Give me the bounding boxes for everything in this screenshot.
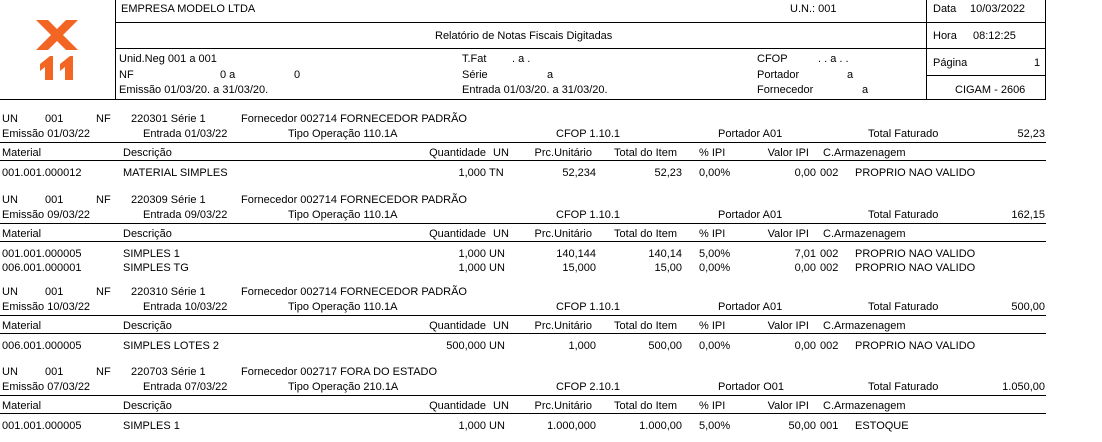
invoice-carrier: Portador A01 (718, 209, 783, 221)
item-total: 52,23 (654, 167, 682, 179)
filter-cfop-label: CFOP (757, 53, 788, 65)
item-storage-code: 001 (820, 420, 839, 432)
item-ipi-value: 0,00 (794, 167, 816, 179)
filter-nf-label: NF (119, 69, 134, 81)
invoice-cfop: CFOP 1.10.1 (556, 301, 620, 313)
invoice-total-label: Total Faturado (868, 301, 939, 313)
rule-line (0, 395, 1046, 396)
filter-tfat-label: T.Fat (462, 53, 487, 65)
item-unit-price: 1,000 (568, 340, 596, 352)
invoice-carrier: Portador A01 (718, 128, 783, 140)
invoice-nf-label: NF (96, 366, 111, 378)
filter-tfat-range: . a . (512, 53, 531, 65)
col-header-description: Descrição (123, 400, 172, 412)
item-total: 15,00 (654, 262, 682, 274)
item-unit: UN (489, 248, 505, 260)
col-header-unit-price: Prc.Unitário (534, 320, 592, 332)
col-header-item-total: Total do Item (614, 400, 677, 412)
item-ipi-rate: 0,00% (699, 340, 731, 352)
col-header-material: Material (2, 320, 42, 332)
item-storage-description: ESTOQUE (855, 420, 909, 432)
invoice-total-value: 162,15 (1011, 209, 1045, 221)
col-header-item-total: Total do Item (614, 320, 677, 332)
item-quantity: 1,000 (458, 420, 486, 432)
business-unit: U.N.: 001 (790, 3, 837, 15)
item-ipi-rate: 0,00% (699, 167, 731, 179)
item-material-code: 001.001.000005 (2, 248, 82, 260)
invoice-un-label: UN (2, 194, 18, 206)
page-label: Página (933, 57, 968, 69)
header-divider (0, 99, 1046, 100)
item-storage-code: 002 (820, 248, 839, 260)
header-divider (115, 0, 116, 100)
time-label: Hora (933, 30, 957, 42)
item-unit: UN (489, 262, 505, 274)
item-unit-price: 52,234 (562, 167, 596, 179)
item-storage-code: 002 (820, 167, 839, 179)
col-header-ipi-value: Valor IPI (767, 400, 809, 412)
item-quantity: 1,000 (458, 167, 486, 179)
invoice-operation-type: Tipo Operação 110.1A (288, 209, 398, 221)
item-description: MATERIAL SIMPLES (123, 167, 228, 179)
col-header-ipi-rate: % IPI (699, 228, 726, 240)
invoice-un-label: UN (2, 113, 18, 125)
invoice-supplier: Fornecedor 002717 FORA DO ESTADO (241, 366, 438, 378)
item-storage-description: PROPRIO NAO VALIDO (855, 167, 976, 179)
rule-line (0, 413, 1046, 414)
filter-portador-label: Portador (757, 69, 800, 81)
rule-line (0, 142, 1046, 143)
col-header-unit-price: Prc.Unitário (534, 147, 592, 159)
invoice-un-label: UN (2, 366, 18, 378)
item-ipi-value: 0,00 (794, 262, 816, 274)
item-storage-code: 002 (820, 340, 839, 352)
col-header-storage: C.Armazenagem (823, 400, 906, 412)
filter-serie-range: a (547, 69, 554, 81)
logo-mark (40, 56, 53, 80)
item-ipi-rate: 0,00% (699, 262, 731, 274)
col-header-ipi-rate: % IPI (699, 400, 726, 412)
item-storage-description: PROPRIO NAO VALIDO (855, 262, 976, 274)
item-quantity: 500,000 (446, 340, 486, 352)
col-header-unit: UN (493, 228, 509, 240)
item-material-code: 006.001.000001 (2, 262, 82, 274)
invoice-total-label: Total Faturado (868, 381, 939, 393)
item-quantity: 1,000 (458, 262, 486, 274)
invoice-total-value: 1.050,00 (1002, 381, 1045, 393)
filter-cfop-range: . . a . . (818, 53, 849, 65)
invoice-supplier: Fornecedor 002714 FORNECEDOR PADRÃO (241, 113, 467, 125)
col-header-storage: C.Armazenagem (823, 147, 906, 159)
invoice-entry-date: Entrada 10/03/22 (143, 301, 228, 313)
invoice-issue-date: Emissão 09/03/22 (2, 209, 91, 221)
invoice-un-value: 001 (45, 113, 64, 125)
item-unit: TN (489, 167, 504, 179)
date-label: Data (933, 3, 957, 15)
item-material-code: 001.001.000005 (2, 420, 82, 432)
col-header-unit: UN (493, 400, 509, 412)
col-header-storage: C.Armazenagem (823, 228, 906, 240)
invoice-un-label: UN (2, 286, 18, 298)
logo-mark (60, 56, 73, 80)
filter-serie-label: Série (462, 69, 488, 81)
invoice-supplier: Fornecedor 002714 FORNECEDOR PADRÃO (241, 286, 467, 298)
item-storage-description: PROPRIO NAO VALIDO (855, 248, 976, 260)
item-description: SIMPLES 1 (123, 248, 180, 260)
filter-emissao: Emissão 01/03/20. a 31/03/20. (119, 84, 269, 96)
item-description: SIMPLES TG (123, 262, 189, 274)
invoice-total-value: 52,23 (1017, 128, 1045, 140)
col-header-quantity: Quantidade (429, 400, 486, 412)
col-header-unit-price: Prc.Unitário (534, 228, 592, 240)
item-storage-code: 002 (820, 262, 839, 274)
invoice-entry-date: Entrada 07/03/22 (143, 381, 228, 393)
col-header-quantity: Quantidade (429, 228, 486, 240)
item-description: SIMPLES 1 (123, 420, 180, 432)
company-logo (34, 18, 80, 82)
logo-mark (36, 20, 78, 50)
invoice-nf-label: NF (96, 194, 111, 206)
col-header-ipi-value: Valor IPI (767, 320, 809, 332)
invoice-number: 220703 Série 1 (131, 366, 206, 378)
rule-line (0, 241, 1046, 242)
header-divider (926, 0, 927, 100)
item-material-code: 006.001.000005 (2, 340, 82, 352)
header-divider (115, 22, 1045, 23)
col-header-unit: UN (493, 320, 509, 332)
col-header-ipi-rate: % IPI (699, 320, 726, 332)
col-header-material: Material (2, 147, 42, 159)
invoice-entry-date: Entrada 09/03/22 (143, 209, 228, 221)
col-header-item-total: Total do Item (614, 147, 677, 159)
report-title: Relatório de Notas Fiscais Digitadas (435, 30, 613, 42)
item-unit-price: 1.000,000 (547, 420, 596, 432)
invoice-number: 220301 Série 1 (131, 113, 206, 125)
item-ipi-value: 7,01 (794, 248, 816, 260)
col-header-item-total: Total do Item (614, 228, 677, 240)
col-header-ipi-value: Valor IPI (767, 228, 809, 240)
invoice-operation-type: Tipo Operação 110.1A (288, 128, 398, 140)
item-unit-price: 15,000 (562, 262, 596, 274)
invoice-nf-label: NF (96, 286, 111, 298)
filter-fornecedor-label: Fornecedor (757, 84, 814, 96)
rule-line (0, 160, 1046, 161)
col-header-quantity: Quantidade (429, 320, 486, 332)
invoice-number: 220309 Série 1 (131, 194, 206, 206)
item-storage-description: PROPRIO NAO VALIDO (855, 340, 976, 352)
header-divider (1045, 0, 1046, 100)
col-header-unit: UN (493, 147, 509, 159)
col-header-material: Material (2, 228, 42, 240)
page-number: 1 (1034, 57, 1041, 69)
time-value: 08:12:25 (973, 30, 1016, 42)
col-header-description: Descrição (123, 228, 172, 240)
item-description: SIMPLES LOTES 2 (123, 340, 219, 352)
invoice-carrier: Portador O01 (718, 381, 785, 393)
item-material-code: 001.001.000012 (2, 167, 82, 179)
invoice-total-label: Total Faturado (868, 128, 939, 140)
invoice-cfop: CFOP 1.10.1 (556, 128, 620, 140)
item-unit-price: 140,144 (556, 248, 596, 260)
col-header-quantity: Quantidade (429, 147, 486, 159)
header-divider (115, 48, 1045, 49)
filter-unid-neg: Unid.Neg 001 a 001 (119, 53, 217, 65)
invoice-nf-label: NF (96, 113, 111, 125)
item-quantity: 1,000 (458, 248, 486, 260)
col-header-ipi-value: Valor IPI (767, 147, 809, 159)
col-header-material: Material (2, 400, 42, 412)
invoice-issue-date: Emissão 07/03/22 (2, 381, 91, 393)
invoice-number: 220310 Série 1 (131, 286, 206, 298)
header-divider (926, 75, 1045, 76)
date-value: 10/03/2022 (970, 3, 1026, 15)
filter-nf-from: 0 a (220, 69, 236, 81)
invoice-un-value: 001 (45, 366, 64, 378)
col-header-description: Descrição (123, 147, 172, 159)
invoice-carrier: Portador A01 (718, 301, 783, 313)
item-total: 140,14 (648, 248, 682, 260)
item-total: 1.000,00 (639, 420, 682, 432)
item-total: 500,00 (648, 340, 682, 352)
col-header-unit-price: Prc.Unitário (534, 400, 592, 412)
filter-entrada: Entrada 01/03/20. a 31/03/20. (462, 84, 608, 96)
invoice-total-value: 500,00 (1011, 301, 1045, 313)
rule-line (0, 333, 1046, 334)
invoice-supplier: Fornecedor 002714 FORNECEDOR PADRÃO (241, 194, 467, 206)
rule-line (0, 315, 1046, 316)
rule-line (0, 223, 1046, 224)
col-header-storage: C.Armazenagem (823, 320, 906, 332)
invoice-cfop: CFOP 1.10.1 (556, 209, 620, 221)
item-unit: UN (489, 420, 505, 432)
invoice-un-value: 001 (45, 194, 64, 206)
company-name: EMPRESA MODELO LTDA (121, 3, 256, 15)
item-unit: UN (489, 340, 505, 352)
item-ipi-rate: 5,00% (699, 420, 731, 432)
item-ipi-rate: 5,00% (699, 248, 731, 260)
invoice-un-value: 001 (45, 286, 64, 298)
item-ipi-value: 0,00 (794, 340, 816, 352)
col-header-description: Descrição (123, 320, 172, 332)
invoice-cfop: CFOP 2.10.1 (556, 381, 620, 393)
invoice-entry-date: Entrada 01/03/22 (143, 128, 228, 140)
item-ipi-value: 50,00 (788, 420, 816, 432)
invoice-total-label: Total Faturado (868, 209, 939, 221)
filter-nf-to: 0 (294, 69, 301, 81)
col-header-ipi-rate: % IPI (699, 147, 726, 159)
invoice-issue-date: Emissão 10/03/22 (2, 301, 91, 313)
invoice-issue-date: Emissão 01/03/22 (2, 128, 91, 140)
invoice-operation-type: Tipo Operação 210.1A (288, 381, 399, 393)
filter-portador-range: a (847, 69, 854, 81)
program-code: CIGAM - 2606 (955, 84, 1026, 96)
filter-fornecedor-range: a (862, 84, 869, 96)
invoice-operation-type: Tipo Operação 110.1A (288, 301, 398, 313)
